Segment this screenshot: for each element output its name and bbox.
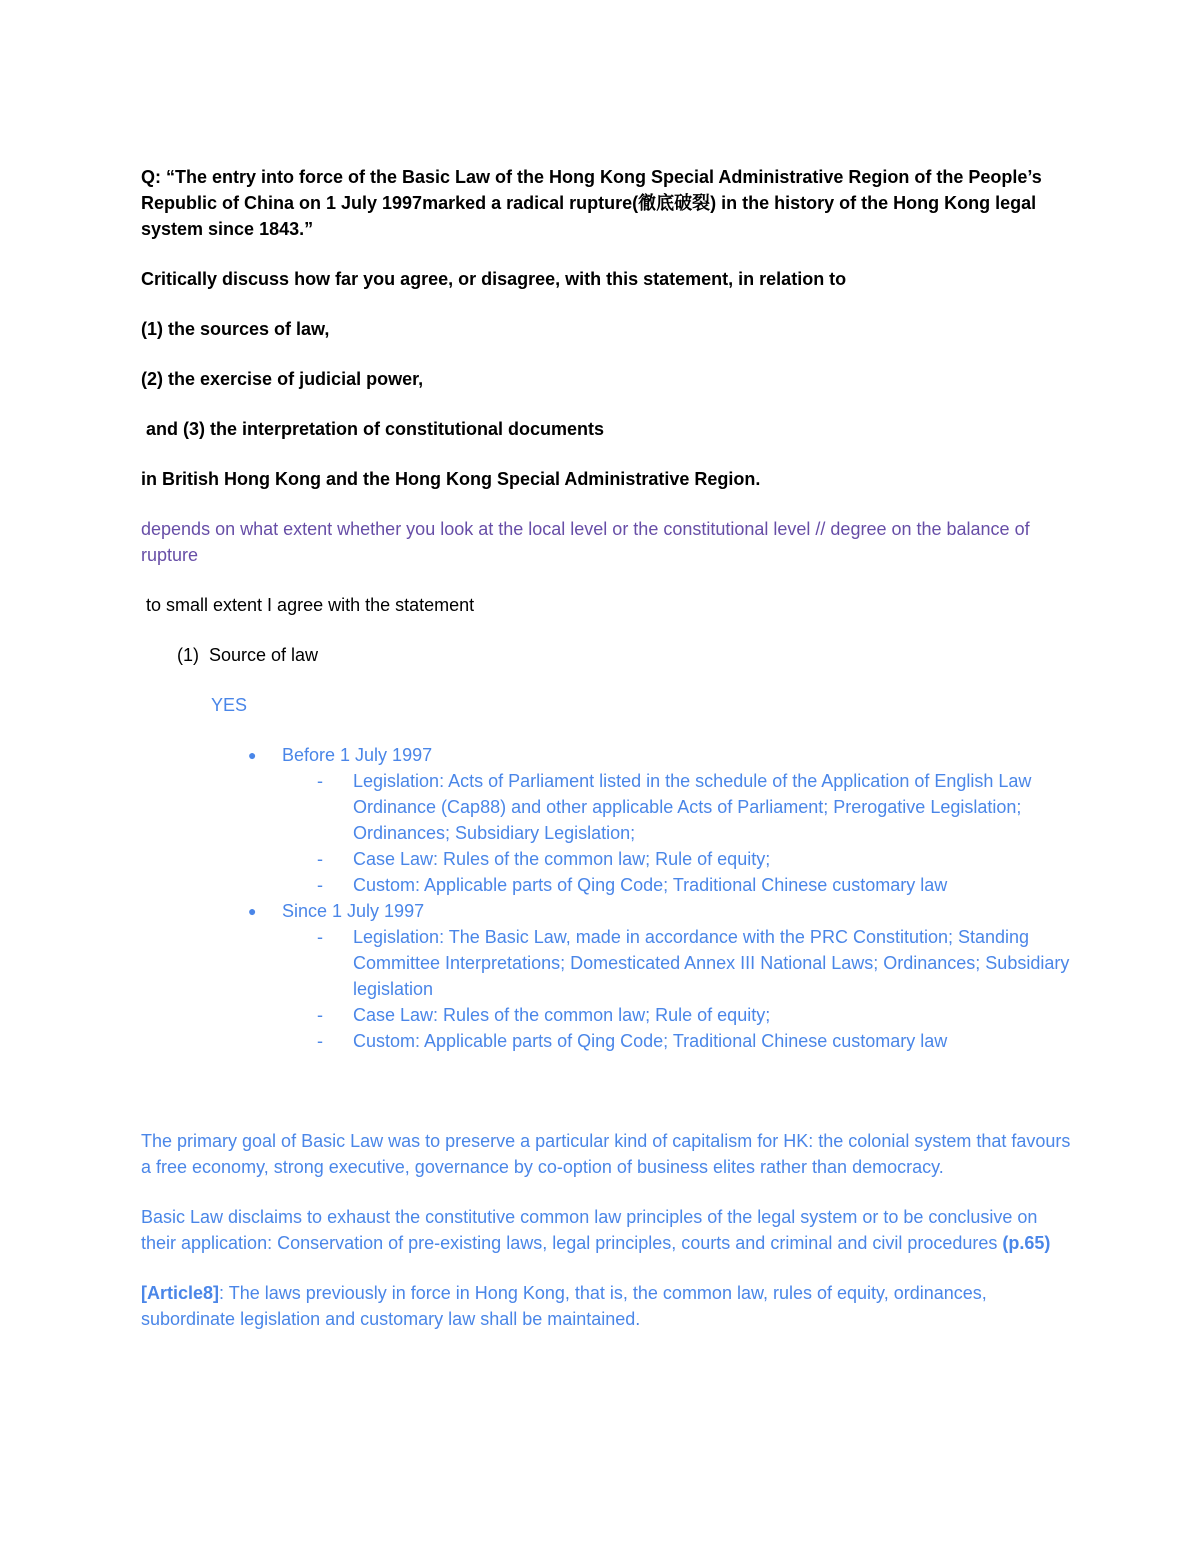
section-heading-source-of-law: (1) Source of law — [177, 645, 319, 665]
source-of-law-list — [246, 742, 1071, 1054]
list-item — [317, 872, 1071, 898]
dash-icon: - — [317, 875, 323, 895]
list-item — [317, 1028, 1071, 1054]
article-label: [Article8] — [141, 1283, 220, 1303]
disclaims-text: Basic Law disclaims to exhaust the constitutive common law principles of the legal system or to be conclusive on their application: Conservation of pre-existing laws, legal principles, courts and criminal and civil procedures — [141, 1207, 1038, 1253]
sub-list-since-1997 — [317, 924, 1071, 1054]
bullet-icon: ● — [248, 747, 257, 763]
extent-note: depends on what extent whether you look at the local level or the constitutional level // degree on the balance of rupture — [141, 519, 1030, 565]
spacer — [141, 1054, 1071, 1128]
document-page — [141, 164, 1071, 1356]
sub-item-text: Case Law: Rules of the common law; Rule of equity; — [353, 1005, 771, 1025]
dash-icon: - — [317, 1031, 323, 1051]
bullet-label: Before 1 July 1997 — [282, 745, 433, 765]
prompt-item-3: and (3) the interpretation of constitutional documents — [141, 419, 605, 439]
bullet-icon: ● — [248, 903, 257, 919]
question-text: Q: “The entry into force of the Basic Law of the Hong Kong Special Administrative Region of the People’s Republic of China on 1 July 1997marked a radical rupture(徹底破裂) in the history of the Hong Kong legal system since 1843.” — [141, 167, 1042, 239]
primary-goal-paragraph: The primary goal of Basic Law was to preserve a particular kind of capitalism for HK: the colonial system that favours a free economy, strong executive, governance by co-option of business elites rather than democracy. — [141, 1131, 1071, 1177]
dash-icon: - — [317, 771, 323, 791]
prompt-item-1: (1) the sources of law, — [141, 319, 330, 339]
list-item-before-1997 — [246, 742, 1071, 898]
dash-icon: - — [317, 927, 323, 947]
yes-label: YES — [211, 695, 248, 715]
dash-icon: - — [317, 1005, 323, 1025]
disclaims-paragraph — [141, 1204, 1071, 1256]
list-item — [317, 846, 1071, 872]
list-item — [317, 924, 1071, 1002]
sub-item-text: Legislation: Acts of Parliament listed in the schedule of the Application of English Law Ordinance (Cap88) and other applicable Acts of Parliament; Prerogative Legislation; Ordinances; Subsidiary Legislation; — [353, 771, 1032, 843]
list-item-since-1997 — [246, 898, 1071, 1054]
bullet-label: Since 1 July 1997 — [282, 901, 425, 921]
list-item — [317, 1002, 1071, 1028]
page-reference: (p.65) — [1002, 1233, 1051, 1253]
sub-item-text: Case Law: Rules of the common law; Rule of equity; — [353, 849, 771, 869]
list-item — [317, 768, 1071, 846]
sub-item-text: Custom: Applicable parts of Qing Code; Traditional Chinese customary law — [353, 875, 948, 895]
stance-note: to small extent I agree with the statement — [141, 595, 475, 615]
article-text: : The laws previously in force in Hong Kong, that is, the common law, rules of equity, ordinances, subordinate legislation and customary law shall be maintained. — [141, 1283, 987, 1329]
article-8-paragraph — [141, 1280, 1071, 1332]
sub-item-text: Custom: Applicable parts of Qing Code; Traditional Chinese customary law — [353, 1031, 948, 1051]
sub-item-text: Legislation: The Basic Law, made in accordance with the PRC Constitution; Standing Committee Interpretations; Domesticated Annex III National Laws; Ordinances; Subsidiary legislation — [353, 927, 1070, 999]
dash-icon: - — [317, 849, 323, 869]
prompt-item-2: (2) the exercise of judicial power, — [141, 369, 424, 389]
prompt-intro: Critically discuss how far you agree, or disagree, with this statement, in relation to — [141, 269, 847, 289]
prompt-closing: in British Hong Kong and the Hong Kong Special Administrative Region. — [141, 469, 761, 489]
sub-list-before-1997 — [317, 768, 1071, 898]
